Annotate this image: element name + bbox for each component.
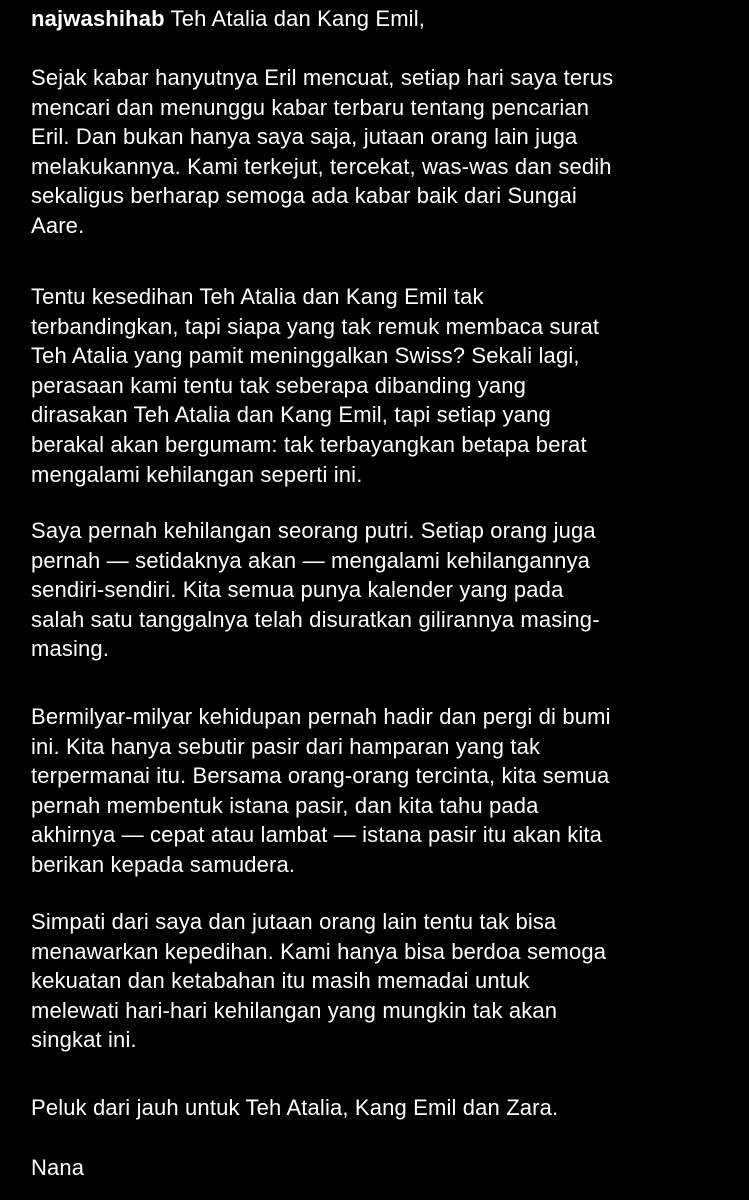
paragraph-line: pernah membentuk istana pasir, dan kita tahu pada (31, 792, 539, 818)
paragraph-line: mencari dan menunggu kabar terbaru tentang pencarian (31, 94, 590, 120)
caption-greeting: Teh Atalia dan Kang Emil, (170, 6, 426, 31)
paragraph-line: Simpati dari saya dan jutaan orang lain tentu tak bisa (31, 909, 557, 934)
paragraph-line: berakal akan bergumam: tak terbayangkan betapa berat (31, 431, 587, 457)
paragraph-line: kekuatan dan ketabahan itu masih memadai untuk (31, 968, 530, 994)
paragraph-line: akhirnya — cepat atau lambat — istana pasir itu akan kita (31, 822, 603, 848)
paragraph-line: salah satu tanggalnya telah disuratkan gilirannya masing- (31, 606, 600, 632)
caption-header (31, 4, 721, 34)
paragraph-line: Teh Atalia yang pamit meninggalkan Swiss? Sekali lagi, (31, 343, 580, 369)
caption-paragraph-2 (31, 282, 731, 489)
paragraph-line: Tentu kesedihan Teh Atalia dan Kang Emil tak (31, 284, 484, 309)
caption-paragraph-3 (31, 516, 731, 664)
paragraph-line: Aare. (31, 212, 85, 238)
paragraph-line: Sejak kabar hanyutnya Eril mencuat, setiap hari saya terus (31, 65, 614, 90)
caption-paragraph-1 (31, 63, 731, 241)
paragraph-line: mengalami kehilangan seperti ini. (31, 461, 363, 487)
paragraph-line: ini. Kita hanya sebutir pasir dari hamparan yang tak (31, 733, 541, 759)
paragraph-line: masing. (31, 636, 110, 662)
paragraph-line: perasaan kami tentu tak seberapa dibanding yang (31, 372, 527, 398)
paragraph-line: terbandingkan, tapi siapa yang tak remuk membaca surat (31, 313, 600, 339)
caption-paragraph-5 (31, 907, 731, 1055)
paragraph-line: Saya pernah kehilangan seorang putri. Setiap orang juga (31, 518, 596, 543)
paragraph-line: menawarkan kepedihan. Kami hanya bisa berdoa semoga (31, 938, 607, 964)
signature-line: Nana (31, 1155, 85, 1180)
paragraph-line: sendiri-sendiri. Kita semua punya kalender yang pada (31, 577, 564, 603)
paragraph-line: singkat ini. (31, 1027, 137, 1053)
paragraph-line: melakukannya. Kami terkejut, tercekat, was-was dan sedih (31, 153, 612, 179)
caption-paragraph-6 (31, 1093, 731, 1123)
caption-paragraph-4 (31, 702, 731, 880)
paragraph-line: terpermanai itu. Bersama orang-orang tercinta, kita semua (31, 763, 610, 789)
username-link[interactable]: najwashihab (31, 6, 165, 31)
paragraph-line: Bermilyar-milyar kehidupan pernah hadir dan pergi di bumi (31, 704, 611, 729)
paragraph-line: Peluk dari jauh untuk Teh Atalia, Kang Emil dan Zara. (31, 1095, 559, 1120)
paragraph-line: berikan kepada samudera. (31, 851, 296, 877)
caption-signature (31, 1153, 731, 1183)
paragraph-line: dirasakan Teh Atalia dan Kang Emil, tapi setiap yang (31, 402, 551, 428)
paragraph-line: Eril. Dan bukan hanya saya saja, jutaan orang lain juga (31, 124, 578, 150)
paragraph-line: melewati hari-hari kehilangan yang mungkin tak akan (31, 997, 558, 1023)
paragraph-line: sekaligus berharap semoga ada kabar baik dari Sungai (31, 183, 577, 209)
paragraph-line: pernah — setidaknya akan — mengalami kehilangannya (31, 547, 591, 573)
